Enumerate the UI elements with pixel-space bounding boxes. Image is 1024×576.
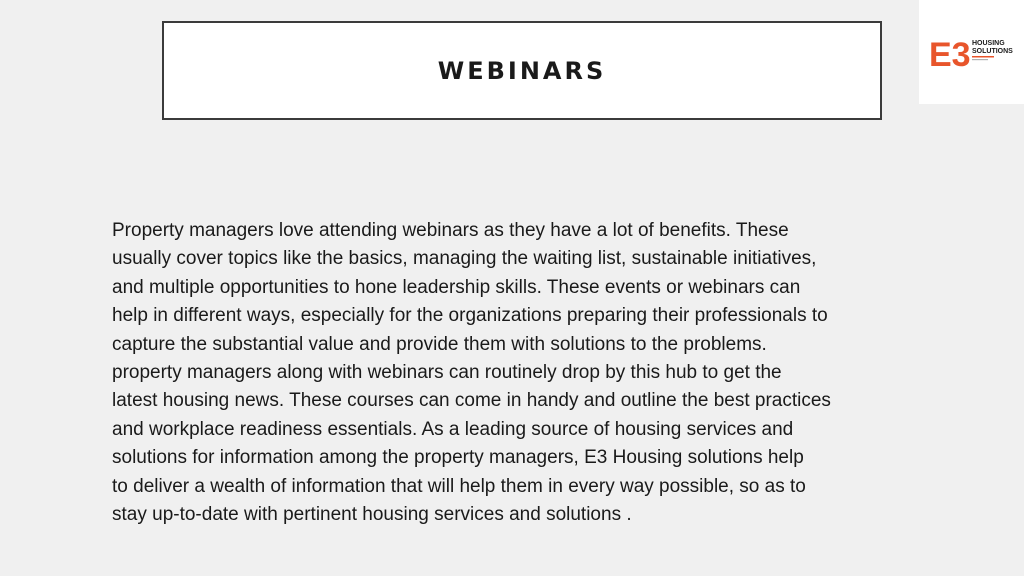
- logo-line1: HOUSING: [972, 40, 1005, 47]
- body-paragraph: Property managers love attending webinars as they have a lot of benefits. These usually cover topics like the basics, managing the waiting list, sustainable initiatives, and multiple opportunities to hone leadership skills. These events or webinars can help in different ways, especially for the organizations preparing their professionals to capture the substantial value and provide them with solutions to the problems. property managers along with webinars can routinely drop by this hub to get the latest housing news. These courses can come in handy and outline the best practices and workplace readiness essentials. As a leading source of housing services and solutions for information among the property managers, E3 Housing solutions help to deliver a wealth of information that will help them in every way possible, so as to stay up-to-date with pertinent housing services and solutions .: [112, 220, 831, 526]
- title-box: [162, 21, 882, 120]
- logo: [919, 0, 1024, 104]
- slide-title: WEBINARS: [437, 56, 607, 85]
- e3-housing-solutions-logo: [919, 0, 1024, 104]
- logo-mark: E3: [929, 36, 971, 74]
- logo-line2: SOLUTIONS: [972, 48, 1013, 55]
- logo-tagline-bar: [972, 59, 988, 60]
- logo-accent-line: [972, 56, 994, 58]
